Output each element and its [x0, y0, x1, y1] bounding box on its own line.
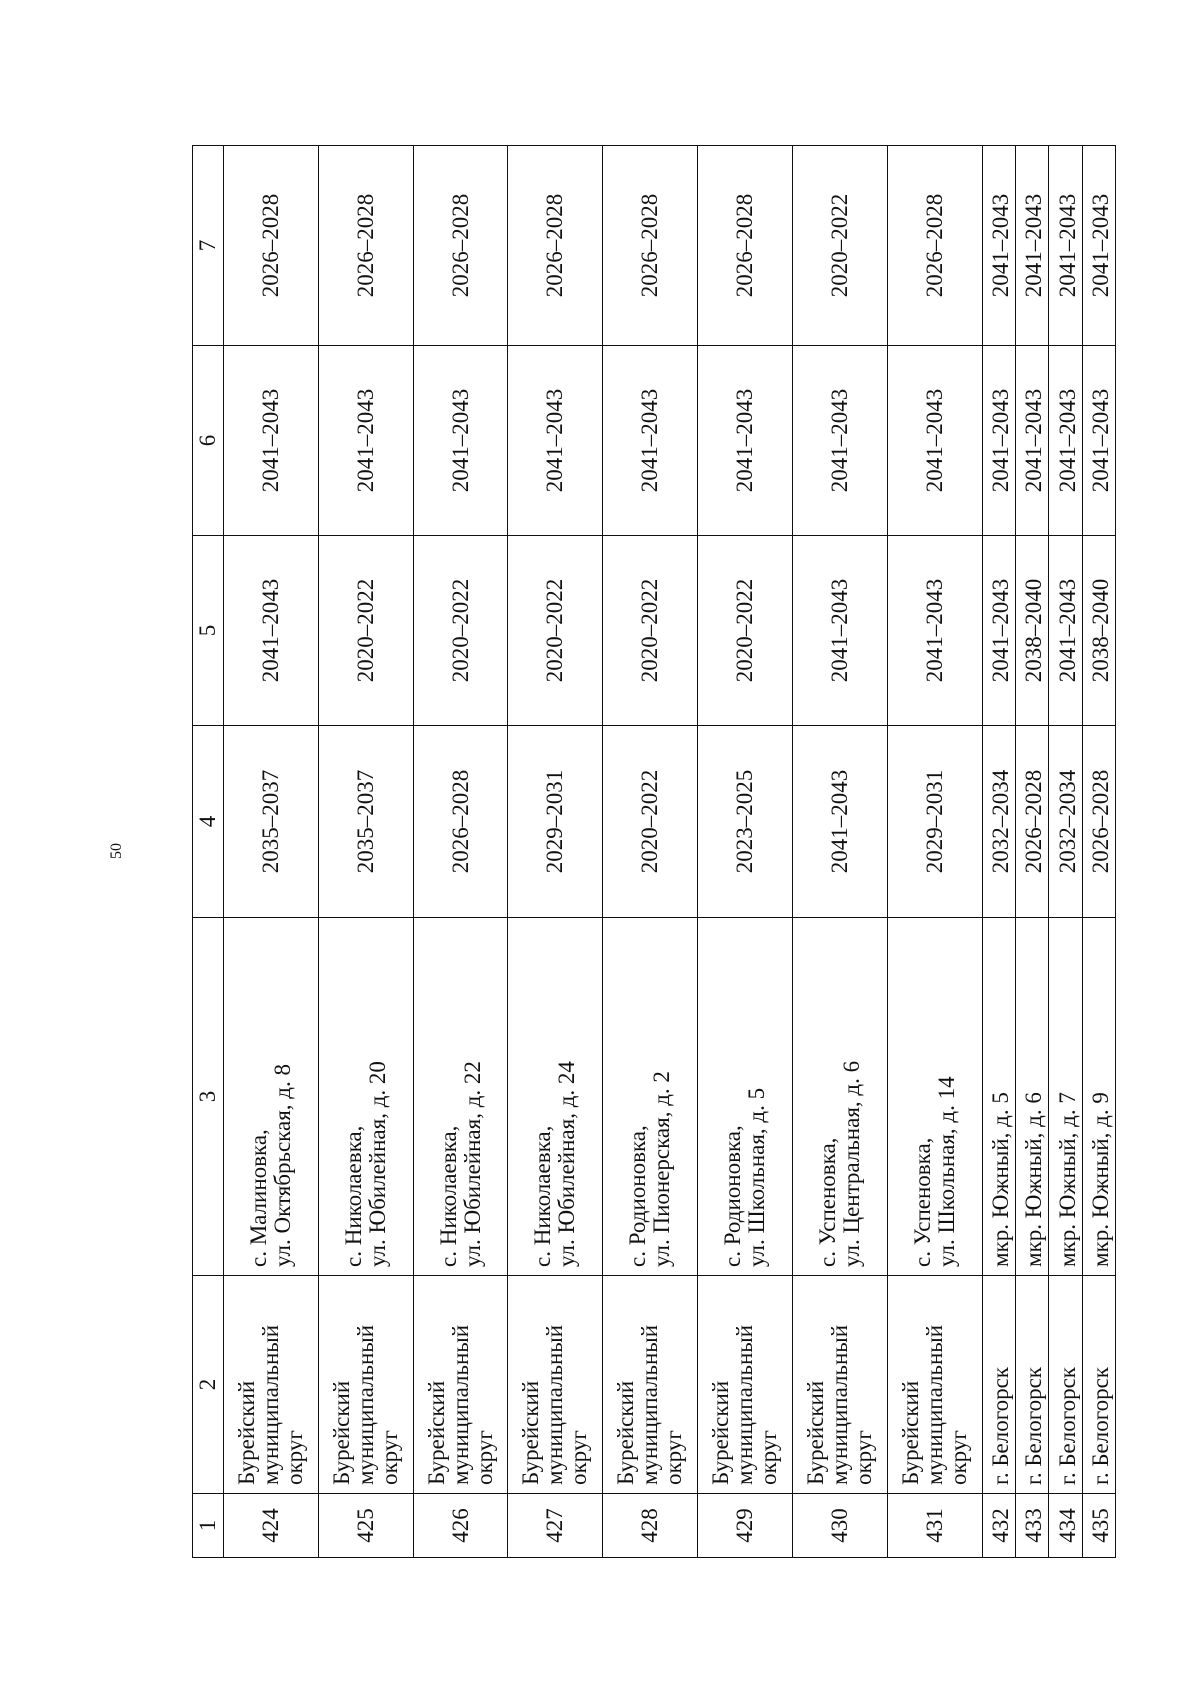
period-cell: 2026–2028 [1082, 726, 1115, 918]
period-cell: 2041–2043 [792, 346, 887, 536]
period-cell: 2026–2028 [413, 726, 508, 918]
address-line-1: с. Родионовка, [625, 1125, 651, 1267]
row-number: 429 [698, 1494, 793, 1558]
row-number: 433 [1015, 1494, 1048, 1558]
address-line-1: с. Успеновка, [909, 1137, 935, 1267]
period-cell: 2029–2031 [887, 726, 982, 918]
address-line-1: с. Малиновка, [245, 1129, 271, 1267]
column-header: 4 [193, 726, 224, 918]
district-cell: г. Белогорск [1082, 1276, 1115, 1494]
address-line-2: ул. Пионерская, д. 2 [649, 1071, 675, 1267]
period-cell: 2041–2043 [1082, 146, 1115, 346]
period-cell: 2035–2037 [224, 726, 319, 918]
period-cell: 2026–2028 [887, 146, 982, 346]
table-row [224, 146, 319, 1558]
district-cell: Бурейский муниципальный округ [413, 1276, 508, 1494]
period-cell: 2026–2028 [508, 146, 603, 346]
district-cell: Бурейский муниципальный округ [792, 1276, 887, 1494]
row-number: 432 [982, 1494, 1015, 1558]
row-number: 427 [508, 1494, 603, 1558]
district-cell: Бурейский муниципальный округ [318, 1276, 413, 1494]
period-cell: 2041–2043 [603, 346, 698, 536]
period-cell: 2020–2022 [508, 536, 603, 726]
address-cell: мкр. Южный, д. 6 [1015, 918, 1048, 1276]
row-number: 426 [413, 1494, 508, 1558]
address-line-2: ул. Центральная, д. 6 [838, 1060, 864, 1267]
column-header: 1 [193, 1494, 224, 1558]
row-number: 428 [603, 1494, 698, 1558]
address-line-2: ул. Юбилейная, д. 20 [364, 1061, 390, 1267]
period-cell: 2041–2043 [698, 346, 793, 536]
period-cell: 2020–2022 [603, 536, 698, 726]
address-line-2: ул. Школьная, д. 5 [743, 1087, 769, 1267]
row-number: 424 [224, 1494, 319, 1558]
table-row [1049, 146, 1082, 1558]
row-number: 430 [792, 1494, 887, 1558]
row-number: 434 [1049, 1494, 1082, 1558]
period-cell: 2038–2040 [1015, 536, 1048, 726]
column-header: 7 [193, 146, 224, 346]
period-cell: 2026–2028 [698, 146, 793, 346]
district-cell: Бурейский муниципальный округ [887, 1276, 982, 1494]
table-row [318, 146, 413, 1558]
period-cell: 2026–2028 [603, 146, 698, 346]
period-cell: 2041–2043 [224, 346, 319, 536]
rotated-table-sheet [192, 146, 1116, 1558]
period-cell: 2020–2022 [792, 146, 887, 346]
district-cell: Бурейский муниципальный округ [698, 1276, 793, 1494]
address-line-2: ул. Октябрьская, д. 8 [269, 1064, 295, 1267]
table-row [413, 146, 508, 1558]
address-line-2: ул. Школьная, д. 14 [933, 1076, 959, 1267]
period-cell: 2041–2043 [413, 346, 508, 536]
row-number: 425 [318, 1494, 413, 1558]
column-header: 3 [193, 918, 224, 1276]
address-line-1: с. Родионовка, [719, 1125, 745, 1267]
period-cell: 2041–2043 [1082, 346, 1115, 536]
period-cell: 2020–2022 [698, 536, 793, 726]
address-cell [887, 918, 982, 1276]
period-cell: 2032–2034 [982, 726, 1015, 918]
period-cell: 2023–2025 [698, 726, 793, 918]
period-cell: 2032–2034 [1049, 726, 1082, 918]
period-cell: 2041–2043 [982, 536, 1015, 726]
table-row [887, 146, 982, 1558]
period-cell: 2041–2043 [982, 346, 1015, 536]
table-row [603, 146, 698, 1558]
address-cell [603, 918, 698, 1276]
period-cell: 2041–2043 [1015, 146, 1048, 346]
period-cell: 2035–2037 [318, 726, 413, 918]
row-number: 435 [1082, 1494, 1115, 1558]
period-cell: 2041–2043 [982, 146, 1015, 346]
period-cell: 2041–2043 [887, 346, 982, 536]
column-header: 6 [193, 346, 224, 536]
address-cell: мкр. Южный, д. 9 [1082, 918, 1115, 1276]
district-cell: г. Белогорск [982, 1276, 1015, 1494]
district-cell: Бурейский муниципальный округ [224, 1276, 319, 1494]
table-row [1015, 146, 1048, 1558]
address-cell: мкр. Южный, д. 5 [982, 918, 1015, 1276]
period-cell: 2041–2043 [1049, 146, 1082, 346]
period-cell: 2029–2031 [508, 726, 603, 918]
table-row [982, 146, 1015, 1558]
period-cell: 2041–2043 [1049, 346, 1082, 536]
period-cell: 2026–2028 [224, 146, 319, 346]
period-cell: 2020–2022 [413, 536, 508, 726]
column-header: 5 [193, 536, 224, 726]
address-cell [508, 918, 603, 1276]
period-cell: 2041–2043 [887, 536, 982, 726]
address-cell [698, 918, 793, 1276]
table-row [792, 146, 887, 1558]
address-line-1: с. Николаевка, [435, 1125, 461, 1267]
table-row [1082, 146, 1115, 1558]
period-cell: 2038–2040 [1082, 536, 1115, 726]
address-cell [318, 918, 413, 1276]
table-row [698, 146, 793, 1558]
period-cell: 2026–2028 [413, 146, 508, 346]
period-cell: 2041–2043 [792, 726, 887, 918]
district-cell: г. Белогорск [1015, 1276, 1048, 1494]
address-line-1: с. Николаевка, [530, 1125, 556, 1267]
period-cell: 2041–2043 [318, 346, 413, 536]
page-number: 50 [108, 843, 125, 859]
period-cell: 2041–2043 [792, 536, 887, 726]
address-cell: мкр. Южный, д. 7 [1049, 918, 1082, 1276]
registry-table [192, 145, 1116, 1558]
period-cell: 2041–2043 [1049, 536, 1082, 726]
period-cell: 2041–2043 [508, 346, 603, 536]
address-cell [792, 918, 887, 1276]
address-line-1: с. Успеновка, [814, 1137, 840, 1267]
address-line-2: ул. Юбилейная, д. 24 [554, 1061, 580, 1267]
period-cell: 2041–2043 [224, 536, 319, 726]
period-cell: 2020–2022 [318, 536, 413, 726]
period-cell: 2026–2028 [318, 146, 413, 346]
column-number-row [193, 146, 224, 1558]
period-cell: 2041–2043 [1015, 346, 1048, 536]
period-cell: 2026–2028 [1015, 726, 1048, 918]
district-cell: Бурейский муниципальный округ [603, 1276, 698, 1494]
address-line-2: ул. Юбилейная, д. 22 [459, 1061, 485, 1267]
table-row [508, 146, 603, 1558]
address-line-1: с. Николаевка, [340, 1125, 366, 1267]
address-cell [224, 918, 319, 1276]
period-cell: 2020–2022 [603, 726, 698, 918]
district-cell: Бурейский муниципальный округ [508, 1276, 603, 1494]
address-cell [413, 918, 508, 1276]
column-header: 2 [193, 1276, 224, 1494]
district-cell: г. Белогорск [1049, 1276, 1082, 1494]
row-number: 431 [887, 1494, 982, 1558]
